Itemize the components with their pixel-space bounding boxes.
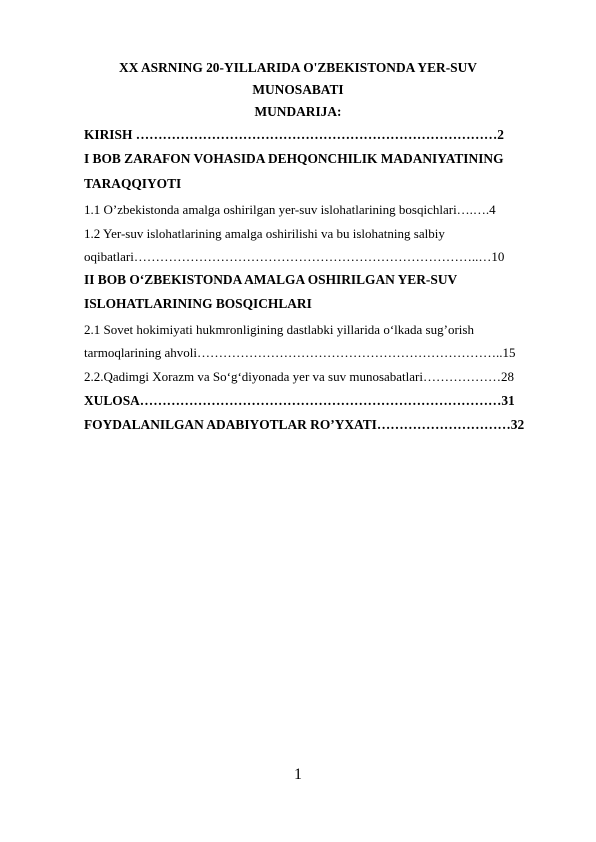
toc-chapter2-line1: II BOB O‘ZBEKISTONDA AMALGA OSHIRILGAN YER-SUV [84,272,458,287]
title-line-2: MUNOSABATI [252,82,344,97]
toc-section-2-2: 2.2.Qadimgi Xorazm va So‘g‘diyonada yer va suv munosabatlari………………28 [84,369,514,384]
title-line-1: XX ASRNING 20-YILLARIDA O'ZBEKISTONDA YER-SUV [119,60,477,75]
toc-chapter1-line1: I BOB ZARAFON VOHASIDA DEHQONCHILIK MADANIYATINING [84,151,504,166]
toc-section-1-2-line1: 1.2 Yer-suv islohatlarining amalga oshirilishi va bu islohatning salbiy [84,226,445,241]
toc-entry-xulosa: XULOSA………………………………………………………………………31 [84,393,515,408]
toc-section-1-2-line2: oqibatlari……………………………………………………………………..…10 [84,249,505,264]
toc-chapter2-line2: ISLOHATLARINING BOSQICHLARI [84,296,312,311]
toc-section-1-1: 1.1 O’zbekistonda amalga oshirilgan yer-suv islohatlarining bosqichlari….….4 [84,202,496,217]
toc-entry-kirish: KIRISH ………………………………………………………………………2 [84,127,504,142]
toc-section-2-1-line1: 2.1 Sovet hokimiyati hukmronligining dastlabki yillarida o‘lkada sug’orish [84,322,474,337]
toc-entry-adabiyotlar: FOYDALANILGAN ADABIYOTLAR RO’YXATI…………………………32 [84,417,525,432]
contents-heading: MUNDARIJA: [254,104,342,119]
toc-chapter1-line2: TARAQQIYOTI [84,176,182,191]
page-number: 1 [294,766,302,783]
toc-section-2-1-line2: tarmoqlarining ahvoli……………………………………………………………..15 [84,345,516,360]
